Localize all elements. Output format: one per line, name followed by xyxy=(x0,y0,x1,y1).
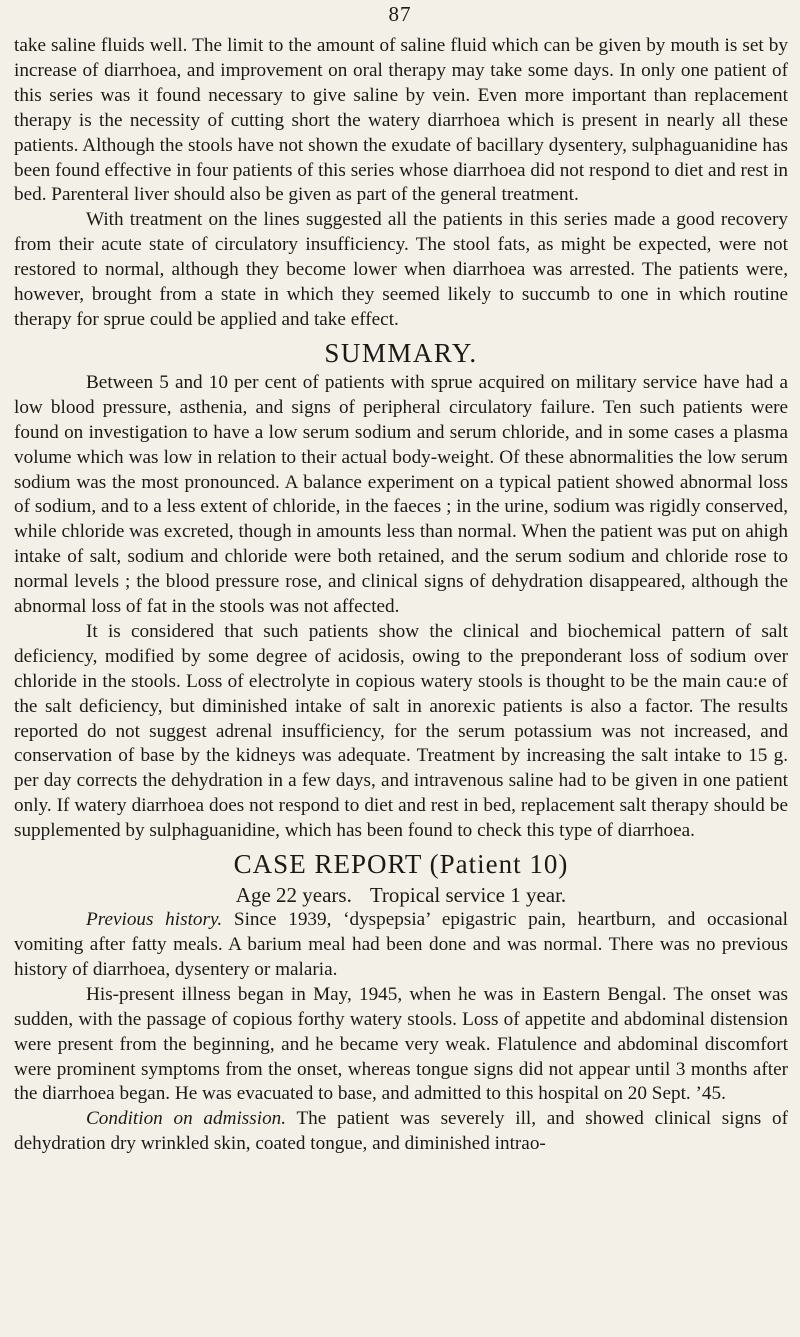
summary-heading: SUMMARY. xyxy=(324,337,478,368)
case-report-heading: CASE REPORT (Patient 10) xyxy=(233,849,569,880)
paragraph-present-illness xyxy=(14,983,788,1108)
paragraph-text: The patient was severely ill, and showed clinical signs of dehydration dry wrinkled skin, coated tongue, and diminished intrao- xyxy=(14,1108,788,1155)
tropical-service: Tropical service 1 year. xyxy=(369,883,567,908)
paragraph-summary-conclusion: It is considered that such patients show the clinical and biochemical pattern of salt deficiency, modified by some degree of acidosis, owing to the preponderant loss of sodium over chloride in the stools. Loss of electrolyte in copious watery stools is thought to be the main cau:e of the salt deficiency, but diminished intake of salt in anorexic patients is also a factor. The results reported do not suggest adrenal insufficiency, for the serum potassium was not increased, and conservation of base by the kidneys was adequate. Treatment by increasing the salt intake to 15 g. per day corrects the dehydration in a few days, and intravenous saline had to be given in one patient only. If watery diarrhoea does not respond to diet and rest in bed, replacement salt therapy should be supplemented by sulphaguanidine, which has been found to check this type of diarrhoea. xyxy=(14,620,788,842)
paragraph-text: Since 1939, ‘dyspepsia’ epigastric pain, heartburn, and occasional vomiting after fatty meals. A barium meal had been done and was normal. There was no previous history of diarrhoea, dysentery or malaria. xyxy=(14,909,789,980)
paragraph-recovery: With treatment on the lines suggested all the patients in this series made a good recovery from their acute state of circulatory insufficiency. The stool fats, as might be expected, were not restored to normal, although they become lower when diarrhoea was arrested. The patients were, however, brought from a state in which they seemed likely to succumb to one in which routine therapy for sprue could be applied and take effect. xyxy=(14,209,788,330)
paragraph-previous-history xyxy=(14,908,788,983)
patient-age-line xyxy=(14,882,788,908)
paragraph-condition-on-admission xyxy=(14,1107,788,1157)
run-in-heading: Previous history. xyxy=(86,909,223,931)
paragraph-text: His-present illness began in May, 1945, when he was in Eastern Bengal. The onset was sudden, with the passage of copious forthy watery stools. Loss of appetite and abdominal distension were present from the beginning, and he became very weak. Flatulence and abdominal discomfort were prominent symptoms from the onset, whereas tongue signs did not appear until 3 months after the diarrhoea began. He was evacuated to base, and admitted to this hospital on 20 Sept. ’45. xyxy=(14,983,788,1105)
paragraph-treatment: take saline fluids well. The limit to the amount of saline fluid which can be given by mouth is set by increase of diarrhoea, and improvement on oral therapy may take some days. In only one patient of this series was it found necessary to give saline by vein. Even more important than replacement therapy is the necessity of cutting short the watery diarrhoea which is present in nearly all these patients. Although the stools have not shown the exudate of bacillary dysentery, sulphaguanidine has been found effective in four patients of this series whose diarrhoea did not respond to diet and rest in bed. Parenteral liver should also be given as part of the general treatment. xyxy=(14,35,788,206)
page-number: 87 xyxy=(388,2,412,26)
paragraph-summary-findings: Between 5 and 10 per cent of patients with sprue acquired on military service have had a low blood pressure, asthenia, and signs of peripheral circulatory failure. Ten such patients were found on investigation to have a low serum sodium and serum chloride, and in some cases a plasma volume which was low in relation to their actual body-weight. Of these abnormalities the low serum sodium was the most pronounced. A balance experiment on a typical patient showed abnormal loss of sodium, and to a less extent of chloride, in the faeces ; in the urine, sodium was rigidly conserved, while chloride was excreted, though in amounts less than normal. When the patient was put on ahigh intake of salt, sodium and chloride were both retained, and the serum sodium and chloride rose to normal levels ; the blood pressure rose, and clinical signs of dehydration disappeared, although the abnormal loss of fat in the stools was not affected. xyxy=(14,371,788,618)
run-in-heading: Condition on admission. xyxy=(86,1108,287,1130)
body-text xyxy=(14,34,788,1157)
patient-age: Age 22 years. xyxy=(235,883,352,908)
